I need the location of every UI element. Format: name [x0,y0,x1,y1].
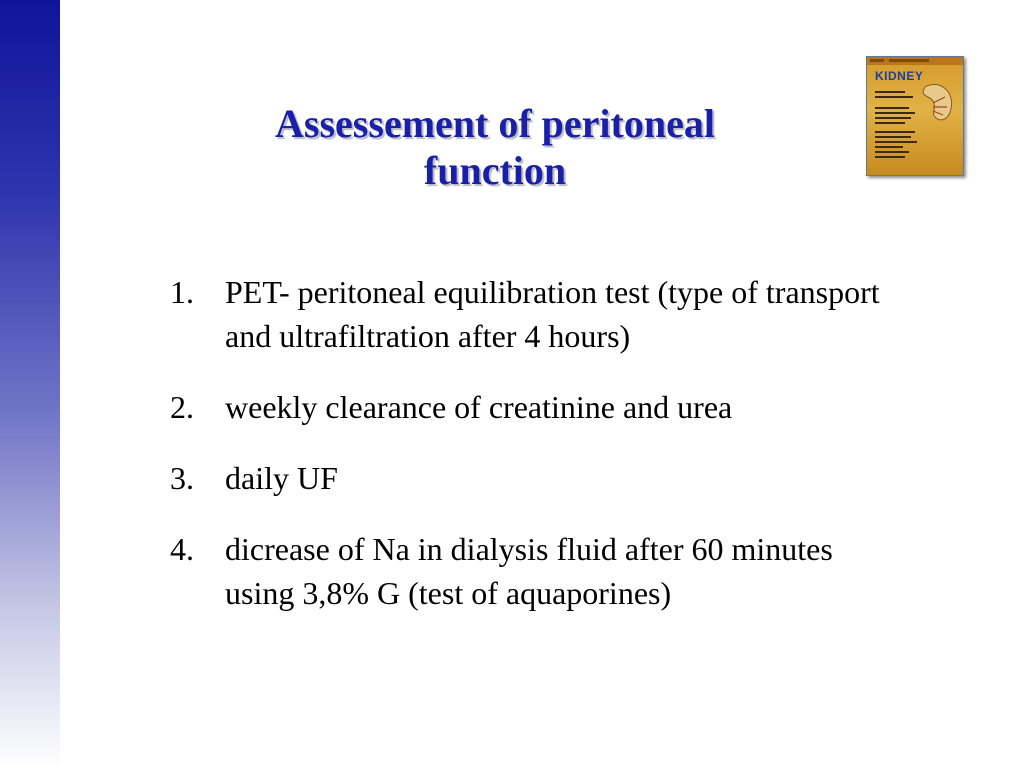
list-item-number: 3. [170,460,194,496]
assessment-list [170,270,910,642]
list-item [170,270,910,358]
list-item [170,385,910,429]
list-item-text: weekly clearance of creatinine and urea [225,389,733,425]
slide-title-line-1: Assessement of peritoneal [275,101,715,146]
book-cover-title: KIDNEY [875,69,924,83]
list-item-number: 2. [170,389,194,425]
list-item-text: PET- peritoneal equilibration test (type of transport and ultrafiltration after 4 hours) [225,274,880,354]
kidney-book-cover-image [866,56,964,176]
list-item-number: 1. [170,274,194,310]
list-item [170,456,910,500]
list-item-text: daily UF [225,460,338,496]
slide-title [200,100,790,194]
list-item-number: 4. [170,531,194,567]
slide-title-line-2: function [423,148,567,194]
side-gradient-band [0,0,60,768]
list-item [170,527,910,615]
list-item-text: dicrease of Na in dialysis fluid after 60 minutes using 3,8% G (test of aquaporines) [225,531,833,611]
